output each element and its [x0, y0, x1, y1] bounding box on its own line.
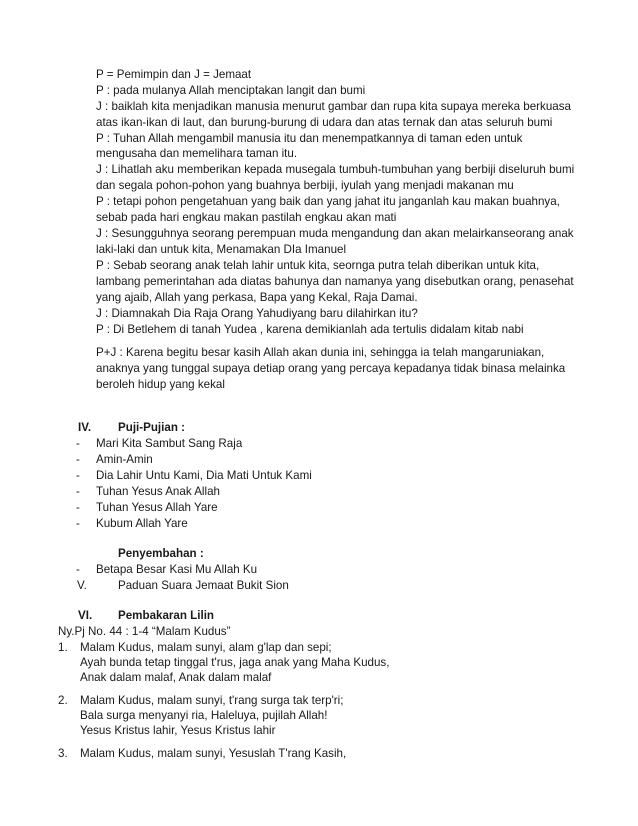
bullet-dash: -	[76, 469, 80, 482]
verse-line: Malam Kudus, malam sunyi, t'rang surga tak terp'ri;	[80, 694, 344, 707]
dialog-line: mengusaha dan memelihara taman itu.	[96, 147, 298, 160]
bullet-dash: -	[76, 453, 80, 466]
dialog-line: P : Di Betlehem di tanah Yudea , karena demikianlah ada tertulis didalam kitab nabi	[96, 323, 524, 336]
dialog-line: P : pada mulanya Allah menciptakan langit dan bumi	[96, 84, 366, 97]
dialog-line: P = Pemimpin dan J = Jemaat	[96, 68, 252, 81]
section-title: Puji-Pujian :	[118, 421, 185, 434]
list-item: Kubum Allah Yare	[96, 517, 188, 530]
verse-line: Bala surga menyanyi ria, Haleluya, pujilah Allah!	[80, 709, 328, 722]
dialog-line: P : Tuhan Allah mengambil manusia itu dan menempatkannya di taman eden untuk	[96, 132, 523, 145]
dialog-line: lambang pemerintahan ada diatas bahunya dan namanya yang disebutkan orang, penasehat	[96, 275, 574, 288]
closing-line: beroleh hidup yang kekal	[96, 378, 225, 391]
closing-line: anaknya yang tunggal supaya detiap orang yang percaya kepadanya tidak binasa melainka	[96, 362, 566, 375]
bullet-dash: -	[76, 517, 80, 530]
verse-line: Malam Kudus, malam sunyi, alam g'lap dan sepi;	[80, 641, 332, 654]
verse-line: Yesus Kristus lahir, Yesus Kristus lahir	[80, 724, 276, 737]
dialog-line: P : tetapi pohon pengetahuan yang baik dan yang jahat itu janganlah kau makan buahnya,	[96, 195, 560, 208]
section-title: Pembakaran Lilin	[118, 609, 215, 622]
bullet-dash: -	[76, 485, 80, 498]
closing-line: P+J : Karena begitu besar kasih Allah akan dunia ini, sehingga ia telah mangaruniakan,	[96, 346, 545, 359]
verse-number: 2.	[58, 694, 68, 707]
bullet-dash: -	[76, 563, 80, 576]
list-item: Betapa Besar Kasi Mu Allah Ku	[96, 563, 258, 576]
dialog-line: J : Lihatlah aku memberikan kepada musegala tumbuh-tumbuhan yang berbiji diseluruh bumi	[96, 163, 575, 176]
verse-line: Anak dalam malaf, Anak dalam malaf	[80, 671, 272, 684]
verse-number: 3.	[58, 747, 68, 760]
dialog-line: J : baiklah kita menjadikan manusia menurut gambar dan rupa kita supaya mereka berkuasa	[96, 100, 571, 113]
penyembahan-title: Penyembahan :	[118, 547, 204, 560]
verse-number: 1.	[58, 641, 68, 654]
list-item: Tuhan Yesus Anak Allah	[96, 485, 220, 498]
verse-line: Ayah bunda tetap tinggal t'rus, jaga anak yang Maha Kudus,	[80, 656, 390, 669]
dialog-line: atas ikan-ikan di laut, dan burung-burung di udara dan atas ternak dan atas seluruh bumi	[96, 116, 553, 129]
section-text: Paduan Suara Jemaat Bukit Sion	[118, 579, 289, 592]
list-item: Mari Kita Sambut Sang Raja	[96, 437, 243, 450]
dialog-line: sebab pada hari engkau makan pastilah engkau akan mati	[96, 211, 397, 224]
bullet-dash: -	[76, 437, 80, 450]
dialog-line: yang ajaib, Allah yang perkasa, Bapa yang Kekal, Raja Damai.	[96, 291, 418, 304]
list-item: Amin-Amin	[96, 453, 153, 466]
section-number: VI.	[78, 609, 93, 622]
dialog-line: J : Diamnakah Dia Raja Orang Yahudiyang baru dilahirkan itu?	[96, 307, 418, 320]
bullet-dash: -	[76, 501, 80, 514]
dialog-line: laki-laki dan untuk kita, Menamakan DIa Imanuel	[96, 243, 347, 256]
list-item: Dia Lahir Untu Kami, Dia Mati Untuk Kami	[96, 469, 312, 482]
dialog-line: J : Sesungguhnya seorang perempuan muda mengandung dan akan melairkanseorang anak	[96, 227, 574, 240]
verse-line: Malam Kudus, malam sunyi, Yesuslah T'rang Kasih,	[80, 747, 347, 760]
dialog-line: P : Sebab seorang anak telah lahir untuk kita, seorngа putra telah diberikan untuk kita,	[96, 259, 540, 272]
section-number: V.	[77, 579, 87, 592]
list-item: Tuhan Yesus Allah Yare	[96, 501, 218, 514]
dialog-line: dan segala pohon-pohon yang buahnya berbiji, iyulah yang menjadi makanan mu	[96, 179, 514, 192]
section-number: IV.	[78, 421, 92, 434]
song-reference: Ny.Pj No. 44 : 1-4 “Malam Kudus”	[58, 625, 231, 638]
